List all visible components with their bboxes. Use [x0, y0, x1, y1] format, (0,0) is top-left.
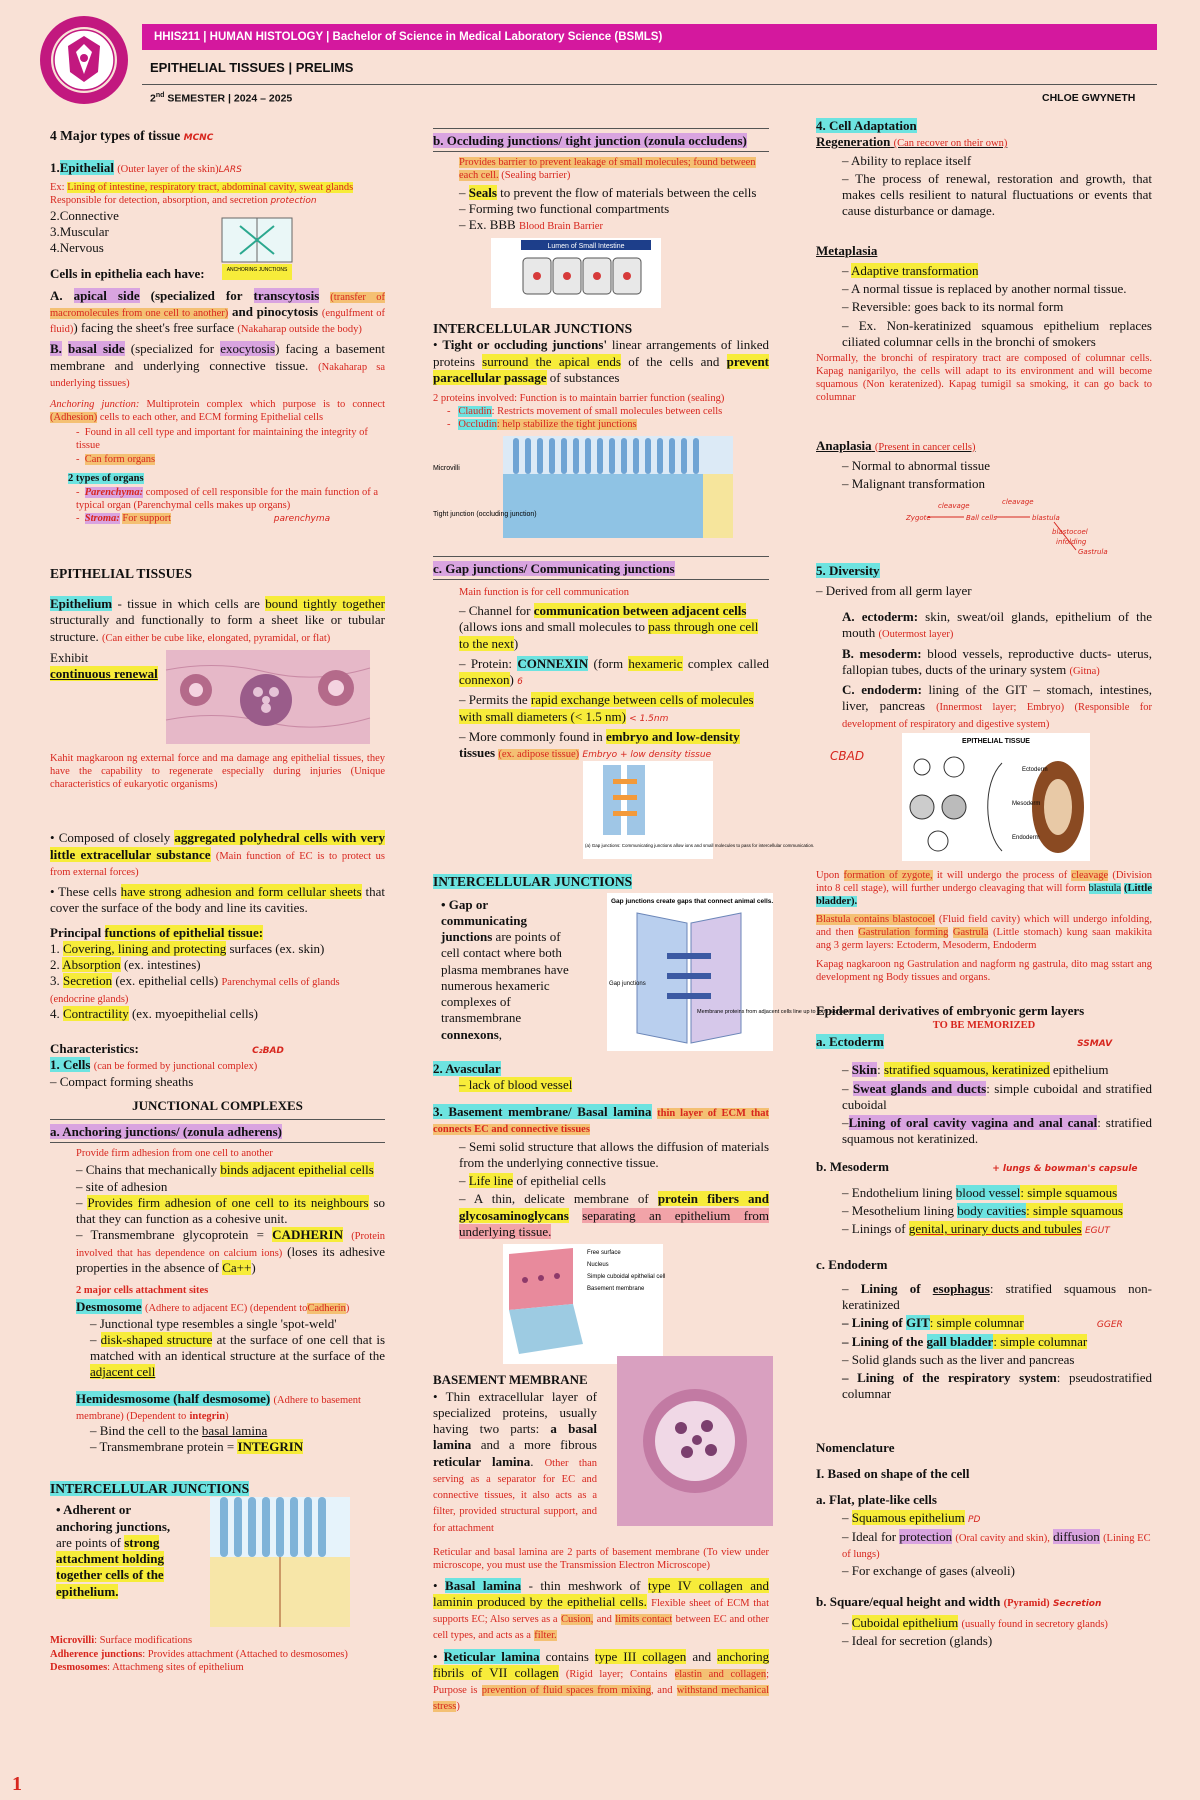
thin-extracellular-text: • Thin extracellular layer of specialized proteins, usually having two parts: a basal lamina and a more fibrous reticular lamina. Other than serving as a separator for EC and connective tissues, it also acts as a filter, provided structural support, and for attachment [433, 1388, 598, 1534]
stroma-item: - Stroma: For support parenchyma [76, 513, 331, 524]
life-line: – Life line of epithelial cells [459, 1173, 606, 1188]
figure-microvilli-label: Microvilli [433, 464, 460, 472]
transmembrane2-line: – Transmembrane protein = INTEGRIN [90, 1439, 304, 1455]
section-divider [433, 556, 769, 557]
simple-cuboidal-figure [503, 1244, 666, 1364]
desmosomes-note: Desmosomes: Attachmeng sites of epithelium [50, 1661, 244, 1673]
university-seal-logo [38, 14, 130, 106]
endothelium-line: – Endothelium lining blood vessel: simple squamous [842, 1184, 1118, 1200]
germ-endoderm-label: Endoderm [1012, 834, 1040, 841]
page-number: 1 [12, 1773, 22, 1795]
sketch-ball: Ball cells [966, 514, 997, 523]
course-banner: HHIS211 | HUMAN HISTOLOGY | Bachelor of Science in Medical Laboratory Science (BSMLS) [142, 24, 1157, 50]
aj-bullet-1: - Found in all cell type and important for maintaining the integrity of tissue [76, 427, 368, 452]
sketch-cleavage: cleavage [938, 502, 970, 511]
anaplasia-title: Anaplasia (Present in cancer cells) [816, 437, 976, 453]
cells-have-title: Cells in epithelia each have: [50, 266, 205, 282]
lining-gall-line: – Lining of the gall bladder: simple columnar [842, 1333, 1088, 1349]
avascular-title: 2. Avascular [433, 1060, 501, 1076]
channel-line: – Channel for communication between adjacent cells (allows ions and small molecules to pass through one cell to the next) [459, 603, 759, 651]
transmembrane-line: – Transmembrane glycoprotein = CADHERIN (Protein involved that has dependence on calcium ions) (loses its adhesive properties in the absence of Ca++) [76, 1227, 386, 1275]
two-major-sites: 2 major cells attachment sites [76, 1285, 209, 1297]
intercellular-junctions-title: INTERCELLULAR JUNCTIONS [50, 1480, 250, 1496]
ideal-protection-line: – Ideal for protection (Oral cavity and skin), diffusion (Lining EC of lungs) [842, 1528, 1151, 1560]
cbad-note: CBAD [830, 748, 865, 763]
characteristics-title: Characteristics: C₂BAD [50, 1041, 284, 1056]
firm-adhesion-note: Provide firm adhesion from one cell to another [76, 1148, 273, 1160]
gap-diagram-title: Gap junctions create gaps that connect animal cells. [611, 897, 774, 905]
these-cells-text: • These cells have strong adhesion and form cellular sheets that cover the surface of the body and line its cavities. [50, 884, 385, 916]
mesoderm-heading: b. Mesoderm + lungs & bowman's capsule [816, 1158, 1138, 1174]
semester-label: 2nd SEMESTER | 2024 – 2025 [150, 92, 293, 105]
site-line: – site of adhesion [76, 1178, 168, 1194]
examples-line: Ex: Lining of intestine, respiratory tract, abdominal cavity, sweat glands [50, 182, 354, 194]
continuous-renewal: continuous renewal [50, 666, 158, 682]
microvilli-note: Microvilli: Surface modifications [50, 1635, 193, 1647]
gap-main-function: Main function is for cell communication [459, 587, 629, 598]
responsible-line: Responsible for detection, absorption, and secretion protection [50, 195, 317, 207]
section-divider [433, 151, 769, 152]
header-divider [142, 84, 1157, 85]
epithelium-cells-figure [166, 650, 370, 744]
kapag-note: Kapag nagkaroon ng Gastrulation and nagform ng gastrula, dito mag sstart ang development ng Body tissues and organs. [816, 958, 1152, 983]
flat-cells-title: a. Flat, plate-like cells [816, 1492, 937, 1508]
tight-junctions-text: • Tight or occluding junctions' linear arrangements of linked proteins surround the apical ends of the cells and prevent paracellular passage of substances [433, 337, 770, 385]
intercellular-junctions-title-2: INTERCELLULAR JUNCTIONS [433, 320, 633, 336]
cells-characteristic: 1. Cells (can be formed by junctional complex) [50, 1057, 258, 1073]
provides-line: – Provides firm adhesion of one cell to its neighbours so that they can function as a cohesive unit. [76, 1194, 386, 1227]
forming-line: – Forming two functional compartments [459, 200, 670, 216]
nucleus-label: Nucleus [587, 1262, 609, 1268]
muscular-item: 3.Muscular [50, 223, 109, 239]
ability-line: – Ability to replace itself [842, 152, 972, 168]
blastula-note: Blastula contains blastocoel (Fluid field cavity) which will undergo infolding, and then Gastrulation forming Gastrula (Little stomach) kung saan makikita ang 3 germ layers: Ectoderm, Mesoderm, Endoderm [816, 914, 1153, 952]
gap-text: • Gap or communicating junctions are points of cell contact where both plasma membranes have numerous hexameric complexes of transmembrane connexons, [441, 896, 569, 1042]
gap-diagram-label: Gap junctions [609, 980, 646, 987]
cuboidal-line: – Cuboidal epithelium (usually found in secretory glands) [842, 1614, 1108, 1630]
column-1 [50, 128, 385, 1674]
process-line: – The process of renewal, restoration and growth, that makes cells resilient to natural fluctuations or events that cause disturbance or damage. [842, 170, 1152, 219]
author-name: CHLOE GWYNETH [1042, 92, 1136, 104]
figure-tight-label: Tight junction (occluding junction) [433, 510, 537, 518]
basal-lamina-text: • Basal lamina - thin meshwork of type IV collagen and laminin produced by the epithelial cells. Flexible sheet of ECM that supports EC; Also serves as a Cusion, and limits contact between EC and other cell types, and acts as a filter. [433, 1577, 770, 1642]
epidermal-derivatives-title: Epidermal derivatives of embryonic germ layers [816, 1002, 1085, 1018]
anchoring-junctions-title: a. Anchoring junctions/ (zonula adherens) [50, 1124, 282, 1139]
zygote-note: Upon formation of zygote, it will undergo the process of cleavage (Division into 8 cell stage), will further undergo cleavaging that will form blastula (Little bladder). [816, 869, 1153, 907]
anchoring-junction-figure [220, 216, 294, 282]
gap-junction-diagram [607, 893, 854, 1051]
section-divider [433, 579, 769, 580]
barrier-note: Provides barrier to prevent leakage of small molecules; found between each cell. (Sealing barrier) [459, 157, 756, 182]
thin-membrane-line: – A thin, delicate membrane of protein fibers and glycosaminoglycans separating an epithelium from underlying tissue. [459, 1191, 770, 1239]
mesothelium-line: – Mesothelium lining body cavities: simple squamous [842, 1203, 1123, 1219]
figure-lumen-label: Lumen of Small Intestine [547, 243, 625, 251]
function-3: 3. Secretion (ex. epithelial cells) Parenchymal cells of glands (endocrine glands) [50, 973, 340, 1005]
germ-figure-title: EPITHELIAL TISSUE [962, 737, 1030, 745]
cell-adaptation-title: 4. Cell Adaptation [816, 118, 917, 133]
disk-line: – disk-shaped structure at the surface of one cell that is matched with an identical structure at the surface of the adjacent cell [90, 1331, 386, 1380]
ectoderm-line: A. ectoderm: skin, sweat/oil glands, epithelium of the mouth (Outermost layer) [842, 609, 1153, 641]
intercellular-junctions-title-3: INTERCELLULAR JUNCTIONS [433, 873, 633, 889]
diversity-title: 5. Diversity [816, 562, 880, 578]
reticular-lamina-text: • Reticular lamina contains type III collagen and anchoring fibrils of VII collagen (Rigid layer; Contains elastin and collagen; Purpose is prevention of fluid spaces from mixing, and withstand mechanical stress) [433, 1648, 770, 1713]
lack-blood-line: – lack of blood vessel [459, 1076, 573, 1092]
malignant-line: – Malignant transformation [842, 476, 985, 491]
ex-nonkerat-line: – Ex. Non-keratinized squamous epithelium replaces ciliated columnar cells in the bronchi of smokers [842, 317, 1152, 349]
adherent-text: • Adherent or anchoring junctions, are points of strong attachment holding together cells of the epithelium. [56, 1502, 171, 1599]
kidney-histology-figure [617, 1356, 773, 1526]
bind-line: – Bind the cell to the basal lamina [90, 1423, 268, 1438]
regeneration-title: Regeneration (Can recover on their own) [816, 134, 1008, 150]
squamous-line: – Squamous epithelium PD [842, 1510, 981, 1526]
page-title: EPITHELIAL TISSUES | PRELIMS [150, 60, 354, 75]
function-4: 4. Contractility (ex. myoepithelial cells) [50, 1005, 258, 1021]
apical-side-text: A. apical side (specialized for transcytosis (transfer of macromolecules from one cell to another) and pinocytosis (engulfment of fluid)) facing the sheet's free surface (Nakaharap outside the body) [50, 287, 386, 335]
membrane-proteins-label: Membrane proteins from adjacent cells line up to form a channel [697, 1008, 854, 1015]
epithelium-definition: Epithelium - tissue in which cells are bound tightly together structurally and functionally to form a sheet like or tubular structure. (Can either be cube like, elongated, pyramidal, or flat) [50, 596, 386, 644]
adherence-note: Adherence junctions: Provides attachment (Attached to desmosomes) [50, 1648, 348, 1660]
chains-line: – Chains that mechanically binds adjacent epithelial cells [76, 1162, 374, 1178]
parenchyma-item: - Parenchyma: composed of cell responsible for the main function of a typical organ (Parenchymal cells makes up organs) [76, 486, 379, 511]
compact-line: – Compact forming sheaths [50, 1073, 194, 1089]
ectoderm-heading: a. Ectoderm SSMAV [816, 1034, 1113, 1050]
section-divider [433, 128, 769, 129]
spot-weld-line: – Junctional type resembles a single 'spot-weld' [90, 1315, 337, 1331]
column-3 [816, 118, 1152, 1654]
reversible-line: – Reversible: goes back to its normal form [842, 299, 1064, 315]
gap-junctions-title: c. Gap junctions/ Communicating junctions [433, 560, 675, 576]
small-intestine-figure [491, 238, 661, 308]
principal-functions-title: Principal functions of epithelial tissue: [50, 924, 264, 940]
cleavage-sketch [816, 494, 1152, 557]
exchange-line: – For exchange of gases (alveoli) [842, 1563, 1015, 1579]
two-proteins-note: 2 proteins involved: Function is to maintain barrier function (sealing) [433, 393, 725, 405]
semi-solid-line: – Semi solid structure that allows the diffusion of materials from the underlying connective tissue. [459, 1138, 769, 1170]
section-divider [50, 1142, 385, 1143]
kahit-note: Kahit magkaroon ng external force and ma damage ang epithelial tissues, they have the capability to regenerate especially during injuries (Unique characteristics of eukaryotic organisms) [50, 752, 385, 791]
derived-line: – Derived from all germ layer [816, 582, 972, 598]
gap-junction-figure [583, 761, 815, 859]
occludin-note: - Occludin: help stabilize the tight junctions [447, 419, 637, 431]
ideal-secretion-line: – Ideal for secretion (glands) [842, 1632, 993, 1648]
lining-resp-line: – Lining of the respiratory system: pseudostratified columnar [842, 1370, 1152, 1402]
desmosome-line: Desmosome (Adhere to adjacent EC) (dependent toCadherin) [76, 1299, 350, 1315]
basement-label: Basement membrane [587, 1286, 645, 1292]
types-title: 4 Major types of tissue MCNC [50, 128, 214, 143]
gap-figure-caption: (a) Gap junctions: Communicating junctions allow ions and small molecules to pass for intercellular communication. [585, 843, 815, 849]
protein-line: – Protein: CONNEXIN (form hexameric complex called connexon) 6 [459, 655, 769, 688]
simple-cuboidal-label: Simple cuboidal epithelial cell [587, 1274, 666, 1280]
reticular-basal-note: Reticular and basal lamina are 2 parts of basement membrane (To view under microscope, you must use the Transmission Electron Microscope) [433, 1547, 769, 1572]
intercellular-junctions-figure [200, 1492, 360, 1632]
endoderm-line: C. endoderm: lining of the GIT – stomach, intestines, liver, pancreas (Innermost layer; Embryo) (Responsible for development of respiratory and digestive system) [842, 682, 1153, 730]
basement-membrane-title: 3. Basement membrane/ Basal lamina thin layer of ECM that connects EC and connective tissues [433, 1104, 770, 1136]
claudin-note: - Claudin: Restricts movement of small molecules between cells [447, 406, 723, 418]
sweat-line: – Sweat glands and ducts: simple cuboidal and stratified cuboidal [842, 1080, 1153, 1112]
basement-membrane-heading: BASEMENT MEMBRANE [433, 1372, 588, 1388]
occluding-junctions-title: b. Occluding junctions/ tight junction (zonula occludens) [433, 133, 747, 148]
seals-line: – Seals to prevent the flow of materials between the cells [459, 184, 757, 200]
more-found-line: – More commonly found in embryo and low-density tissues (ex. adipose tissue) Embryo + low density tissue [459, 728, 740, 761]
normally-note: Normally, the bronchi of respiratory tract are composed of columnar cells. Kapag nanigarilyo, the cells will adapt to its environment and will become squamous (Non keratenized). Kapag tumigil sa smoking, it can go back to columnar [816, 353, 1152, 404]
solid-glands-line: – Solid glands such as the liver and pancreas [842, 1351, 1075, 1367]
skin-line: – Skin: stratified squamous, keratinized epithelium [842, 1062, 1109, 1078]
exhibit-label: Exhibit [50, 649, 89, 665]
normal-abnormal-line: – Normal to abnormal tissue [842, 457, 991, 473]
sketch-blastula: blastula [1032, 514, 1060, 523]
bbb-line: – Ex. BBB Blood Brain Barrier [459, 217, 603, 232]
tight-junction-figure [433, 436, 733, 538]
section-divider [50, 1119, 385, 1120]
connective-item: 2.Connective [50, 207, 119, 223]
lining-oral-line: –Lining of oral cavity vagina and anal canal: stratified squamous not keratinized. [842, 1115, 1152, 1147]
lining-esophagus-line: – Lining of esophagus: stratified squamous non-keratinized [842, 1280, 1153, 1313]
sketch-infolding: infolding [1056, 538, 1087, 547]
organ-types-title: 2 types of organs [68, 472, 144, 484]
normal-replaced-line: – A normal tissue is replaced by another normal tissue. [842, 281, 1127, 296]
aj-bullet-2: - Can form organs [76, 453, 156, 465]
basal-side-text: B. basal side (specialized for exocytosis) facing a basement membrane and underlying connective tissue. (Nakaharap sa underlying tissues) [50, 341, 386, 389]
anchoring-figure-label: ANCHORING JUNCTIONS [226, 266, 288, 273]
mesoderm-line: B. mesoderm: blood vessels, reproductive ducts- uterus, fallopian tubes, ducts of the urinary system (Gitna) [842, 645, 1152, 677]
lining-git-line: – Lining of GIT: simple columnar GGER [842, 1315, 1123, 1331]
based-on-shape: I. Based on shape of the cell [816, 1465, 970, 1481]
junctional-complexes-title: JUNCTIONAL COMPLEXES [132, 1097, 303, 1113]
free-surface-label: Free surface [587, 1250, 621, 1256]
composed-text: • Composed of closely aggregated polyhedral cells with very little extracellular substance (Main function of EC is to protect us from external forces) [50, 830, 385, 878]
nervous-item: 4.Nervous [50, 240, 104, 255]
square-cells-title: b. Square/equal height and width (Pyramid) Secretion [816, 1594, 1102, 1610]
germ-ectoderm-label: Ectoderm [1022, 766, 1048, 773]
germ-layers-figure [902, 733, 1090, 861]
permits-line: – Permits the rapid exchange between cells of molecules with small diameters (< 1.5 nm) < 1.5nm [459, 692, 754, 724]
anchoring-junction-note: Anchoring junction: Multiprotein complex which purpose is to connect (Adhesion) cells to each other, and ECM forming Epithelial cells [50, 399, 385, 424]
endoderm-heading: c. Endoderm [816, 1256, 888, 1272]
nomenclature-title: Nomenclature [816, 1439, 895, 1455]
function-2: 2. Absorption (ex. intestines) [50, 957, 201, 972]
adaptive-line: – Adaptive transformation [842, 262, 979, 278]
epithelial-line: 1.Epithelial (Outer layer of the skin)LARS [50, 159, 242, 175]
sketch-blastocoel: blastocoel [1052, 528, 1088, 537]
linings-line: – Linings of genital, urinary ducts and tubules EGUT [842, 1221, 1110, 1237]
metaplasia-title: Metaplasia [816, 242, 878, 258]
function-1: 1. Covering, lining and protecting surfaces (ex. skin) [50, 940, 325, 956]
germ-mesoderm-label: Mesoderm [1012, 800, 1041, 807]
sketch-cleavage-2: cleavage [1002, 498, 1034, 507]
to-be-memorized: TO BE MEMORIZED [932, 1020, 1036, 1031]
sketch-zygote: Zygote [906, 514, 931, 523]
sketch-gastrula: Gastrula [1078, 548, 1108, 557]
epithelial-tissues-title: EPITHELIAL TISSUES [50, 566, 192, 582]
hemidesmosome-line: Hemidesmosome (half desmosome) (Adhere to basement membrane) (Dependent to integrin) [76, 1390, 361, 1422]
